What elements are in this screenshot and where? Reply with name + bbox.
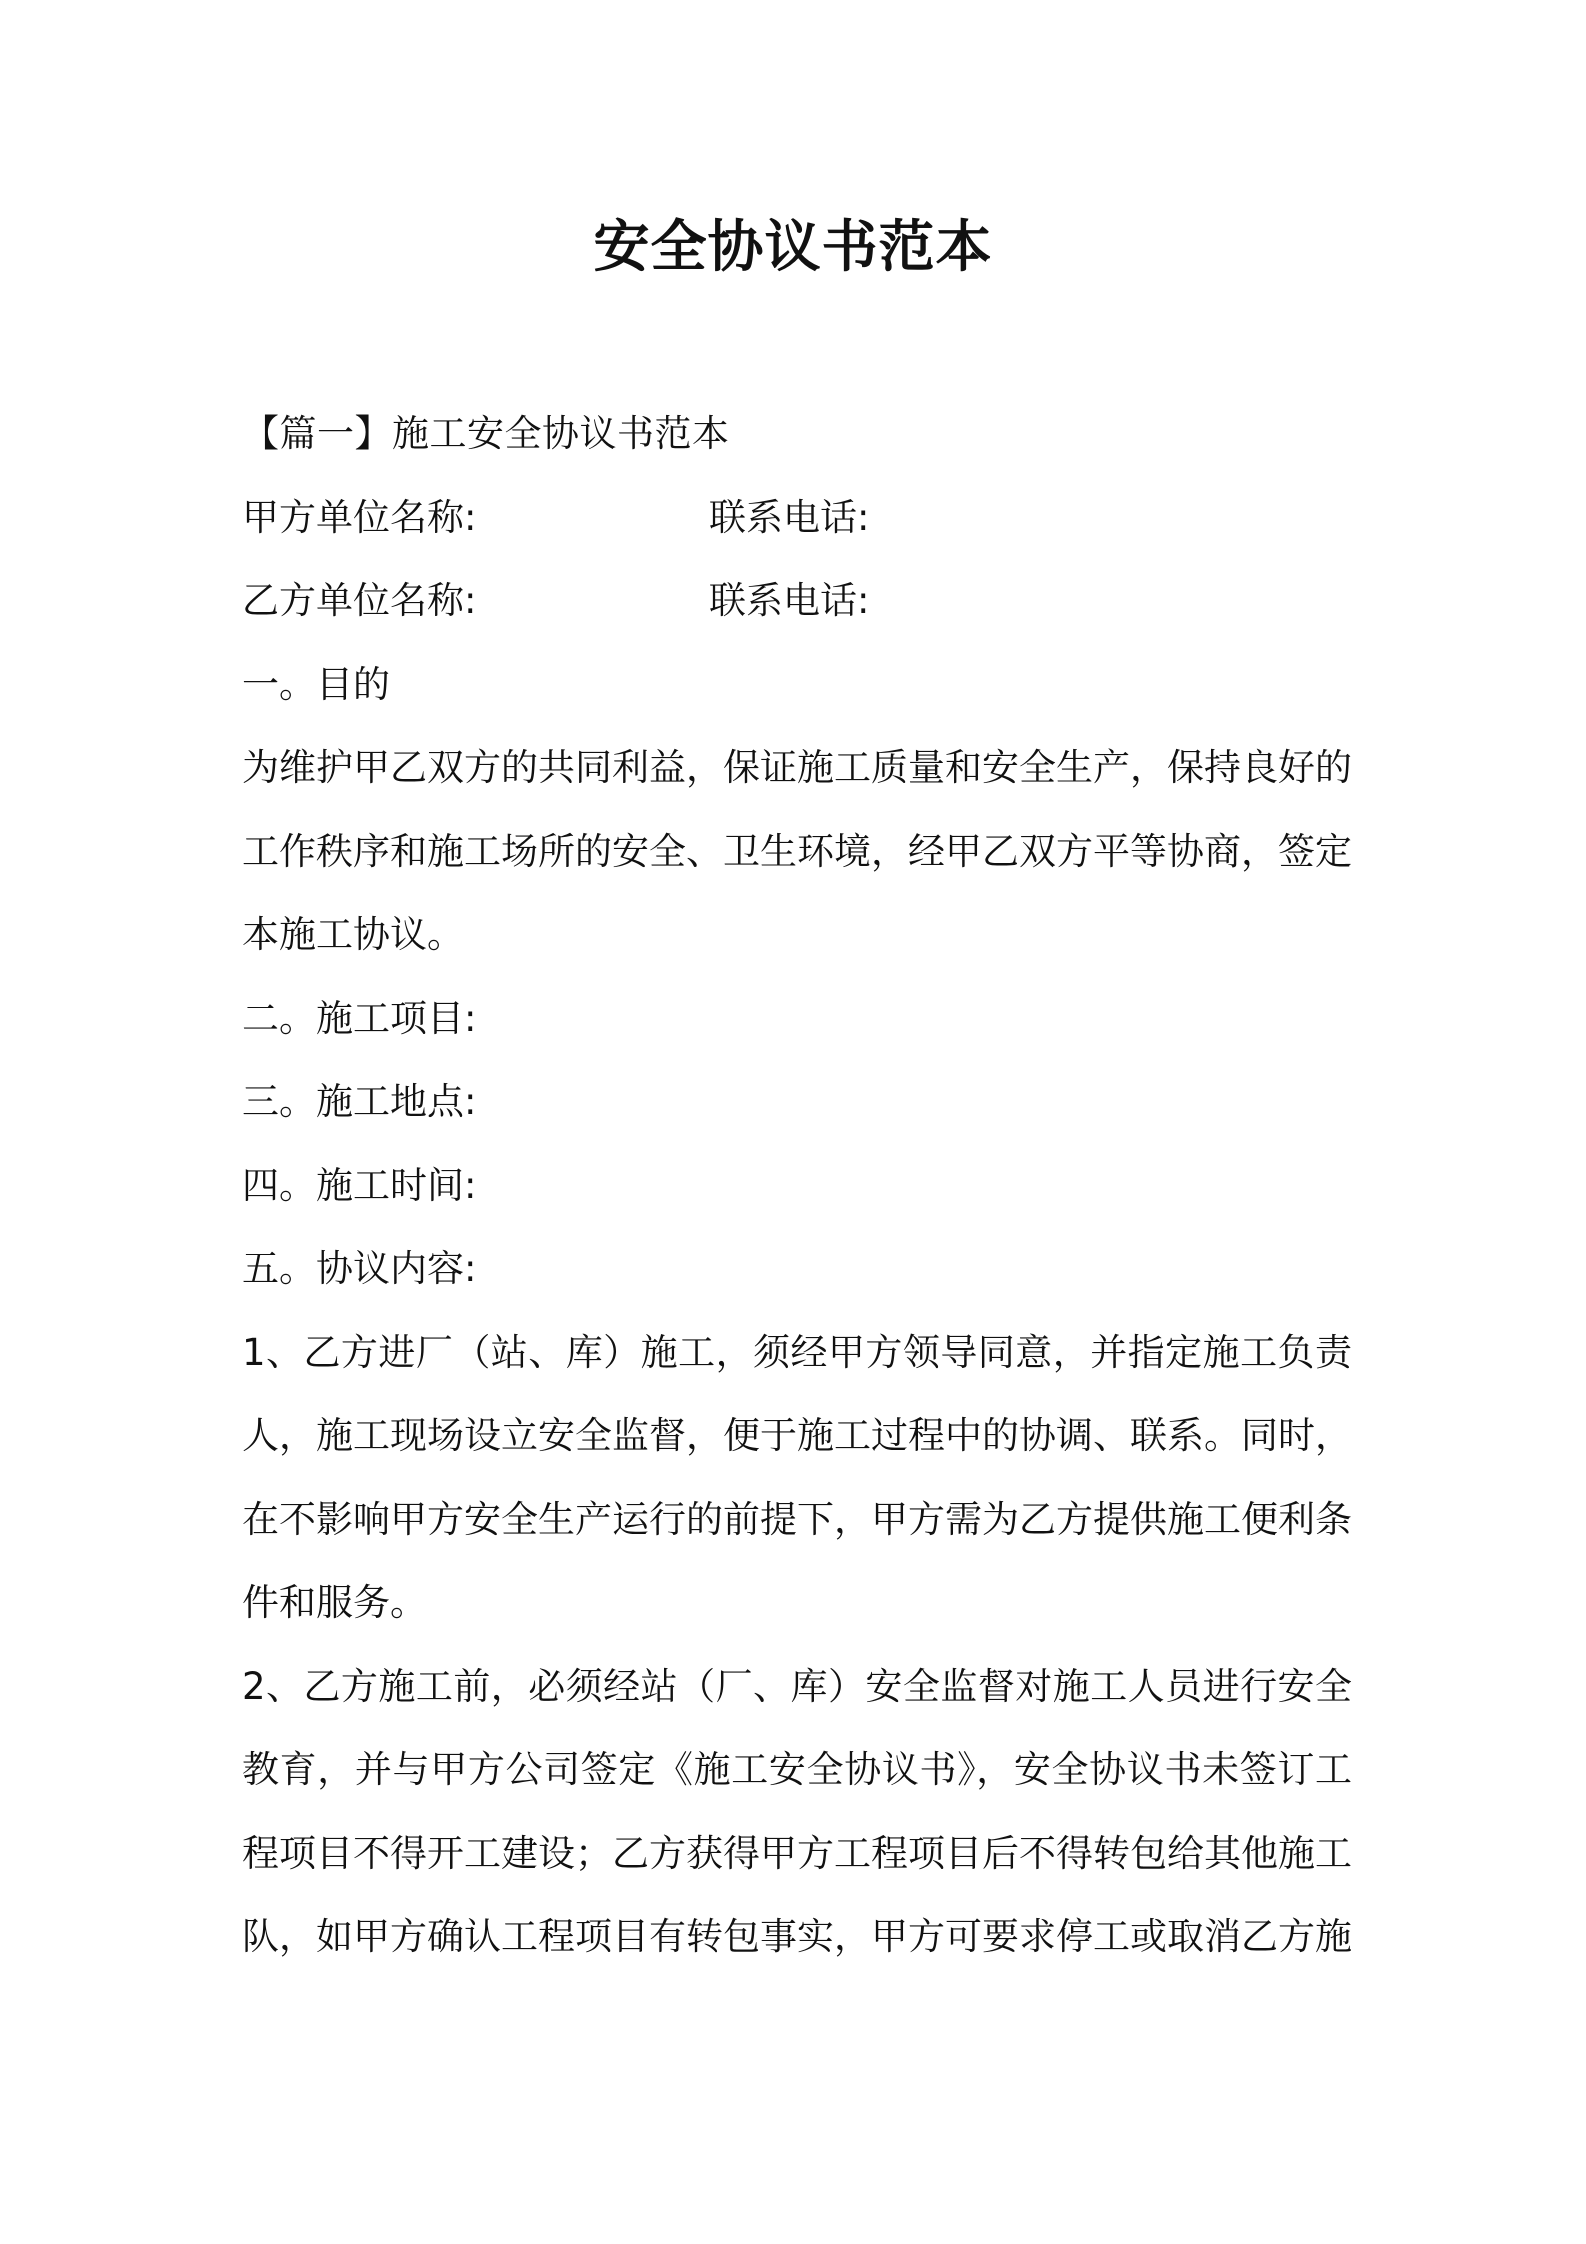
clause-2-line: 队，如甲方确认工程项目有转包事实，甲方可要求停工或取消乙方施	[242, 1915, 1352, 1958]
clause-2-line: 教育，并与甲方公司签定《施工安全协议书》，安全协议书未签订工	[242, 1748, 1352, 1791]
party-b-phone-label: 联系电话:	[709, 579, 870, 622]
document-body	[242, 392, 1352, 1979]
clause-2-line: 2、乙方施工前，必须经站（厂、库）安全监督对施工人员进行安全	[242, 1664, 1352, 1708]
clause-1-line: 件和服务。	[242, 1581, 427, 1624]
time-label: 四。施工时间:	[242, 1163, 477, 1207]
project-label: 二。施工项目:	[242, 996, 477, 1040]
party-b-name-label: 乙方单位名称:	[242, 579, 477, 622]
purpose-heading: 一。目的	[242, 662, 390, 706]
clause-2-line: 程项目不得开工建设；乙方获得甲方工程项目后不得转包给其他施工	[242, 1831, 1352, 1875]
party-a-phone-label: 联系电话:	[709, 495, 870, 539]
purpose-line: 工作秩序和施工场所的安全、卫生环境，经甲乙双方平等协商，签定	[242, 829, 1352, 873]
party-a-name-label: 甲方单位名称:	[242, 495, 477, 539]
party-a-row	[242, 476, 1352, 560]
document-title: 安全协议书范本	[593, 215, 993, 280]
party-b-row	[242, 559, 1352, 643]
purpose-line: 本施工协议。	[242, 913, 464, 956]
clause-1-line: 1、乙方进厂（站、库）施工，须经甲方领导同意，并指定施工负责	[242, 1330, 1352, 1374]
content-label: 五。协议内容:	[242, 1247, 477, 1290]
purpose-line: 为维护甲乙双方的共同利益，保证施工质量和安全生产，保持良好的	[242, 746, 1352, 789]
clause-1-line: 人，施工现场设立安全监督，便于施工过程中的协调、联系。同时，	[242, 1414, 1352, 1457]
clause-1-line: 在不影响甲方安全生产运行的前提下，甲方需为乙方提供施工便利条	[242, 1497, 1352, 1541]
section-heading: 【篇一】施工安全协议书范本	[242, 412, 730, 455]
location-label: 三。施工地点:	[242, 1080, 477, 1123]
